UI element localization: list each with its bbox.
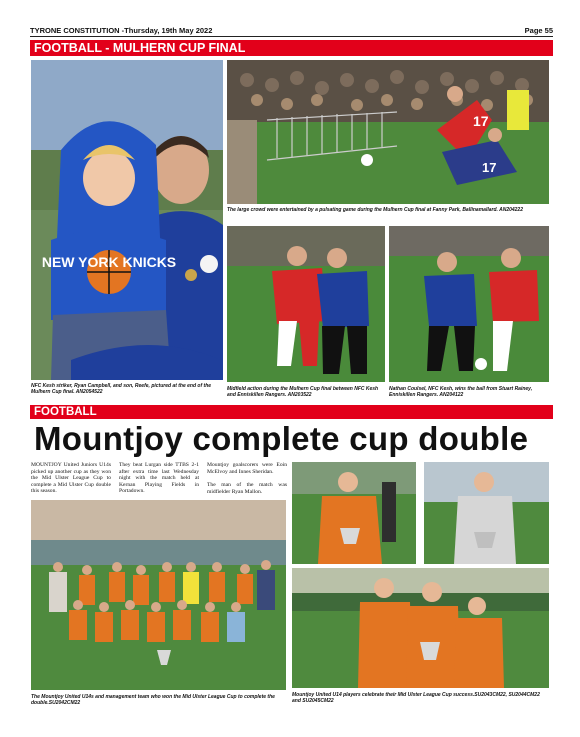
caption-coulsel: Nathan Coulsel, NFC Kesh, wins the ball from Stuart Rainey, Enniskillen Rangers. AN204122 <box>389 386 533 398</box>
article-paragraph-1: MOUNTJOY United Juniors U14s picked up another cup as they won the Mid Ulster League Cup to complete a Mid Ulster Cup double this season. <box>31 462 111 495</box>
caption-crowd: The large crowd were entertained by a pulsating game during the Mulhern Cup final at Fanny Park, Ballinamallard. AN204222 <box>227 207 523 213</box>
photo-team-group <box>31 500 286 690</box>
caption-kesh-striker: NFC Kesh striker, Ryan Campbell, and son, Reefe, pictured at the end of the Mulhern Cup final. AN2054522 <box>31 383 212 395</box>
article-headline: Mountjoy complete cup double <box>34 420 529 457</box>
photo-kesh-striker-and-son <box>31 60 223 380</box>
masthead-rule <box>30 36 553 37</box>
photo-player-with-trophy <box>292 462 416 564</box>
section-banner-mulhern: FOOTBALL - MULHERN CUP FINAL <box>30 40 553 56</box>
publication-line: TYRONE CONSTITUTION -Thursday, 19th May 2022 <box>30 26 213 35</box>
article-paragraph-2: They beat Lurgan side TTBS 2-1 after extra time last Wednesday night with the match held at Kernan Playing Fields in Portadown. <box>119 462 199 495</box>
article-paragraph-4: The man of the match was midfielder Ryan Mallon. <box>207 482 287 495</box>
caption-midfield: Midfield action during the Mulhern Cup final between NFC Kesh and Enniskillen Rangers. AN203522 <box>227 386 379 398</box>
page-number: Page 55 <box>524 26 553 35</box>
article-paragraph-3: Mountjoy goalscorers were Eoin McElvoy and Innes Sheridan. <box>207 462 287 475</box>
photo-midfield-action <box>227 226 385 382</box>
knicks-logo-text: NEW YORK KNICKS <box>41 254 177 270</box>
photo-coulsel-tackle <box>389 226 549 382</box>
jersey-number-red: 17 <box>473 113 489 129</box>
caption-players: Mountjoy United U14 players celebrate their Mid Ulster League Cup success.SU2043CM22, SU2044CM22 and SU2045CM22 <box>292 692 540 704</box>
caption-team: The Mountjoy United U14s and management team who won the Mid Ulster League Cup to complete the double.SU2042CM22 <box>31 694 275 706</box>
section-banner-football: FOOTBALL <box>30 405 553 419</box>
jersey-number-blue: 17 <box>482 160 497 175</box>
photo-player-with-cup <box>424 462 549 564</box>
photo-players-celebrate <box>292 568 549 688</box>
photo-crowd-action <box>227 60 549 204</box>
